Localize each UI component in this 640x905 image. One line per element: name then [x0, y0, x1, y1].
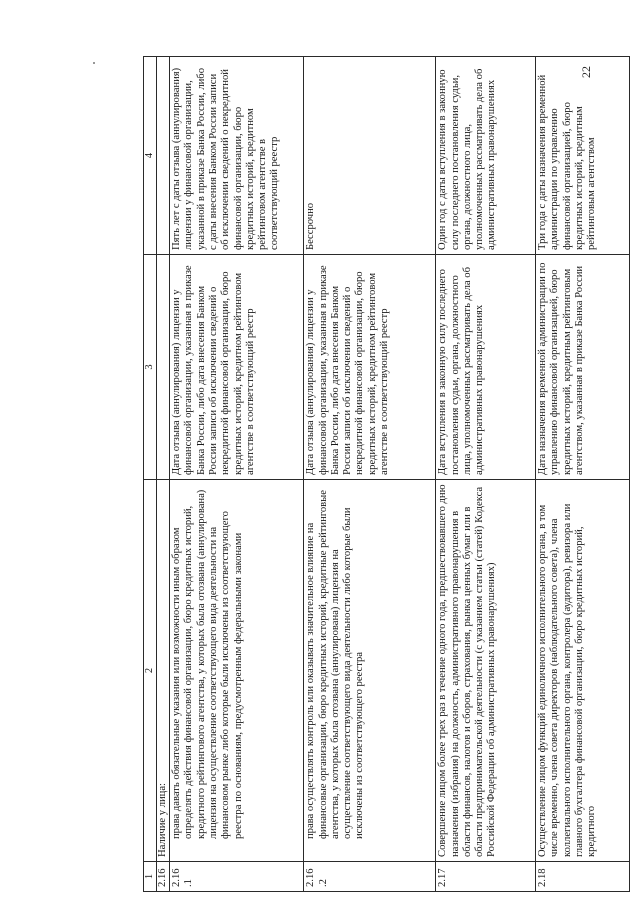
row-start-date: Дата отзыва (аннулирования) лицензии у финансовой организации, указанная в приказе Банка России, либо дата внесения Банком России записи об исключении сведений о некредитной финансовой организации, бюро кредитных историй, кредитном рейтинговом агентстве в соответствующий реестр — [170, 255, 304, 480]
scan-speck — [93, 62, 95, 64]
row-start-date — [157, 255, 170, 480]
row-period: Пять лет с даты отзыва (аннулирования) лицензии у финансовой организации, указанной в приказе Банка России, либо с даты внесения Банком России записи об исключении сведений о некредитной финансовой организации, бюро кредитных историй, кредитном рейтинговом агентстве в соответствующий реестр — [170, 57, 304, 255]
table-row — [536, 57, 630, 892]
table-row — [157, 57, 170, 892]
row-condition: Совершение лицом более трех раз в течение одного года, предшествовавшего дню назначения (избрания) на должность, административного правонарушения в области финансов, налогов и сборов, страхования, рынка ценных бумаг или в области предпринимательской деятельности (с указанием статьи (статей) Кодекса Российской Федерации об административных правонарушениях) — [436, 480, 536, 862]
row-condition — [304, 480, 436, 862]
row-period — [157, 57, 170, 255]
row-period: Бессрочно — [304, 57, 436, 255]
row-start-date: Дата вступления в законную силу последнего постановления судьи, органа, должностного лица, уполномоченных рассматривать дела об административных правонарушениях — [436, 255, 536, 480]
row-period: Один год с даты вступления в законную силу последнего постановления судьи, органа, должностного лица, уполномоченных рассматривать дела об административных правонарушениях — [436, 57, 536, 255]
row-condition: Наличие у лица: — [157, 480, 170, 862]
table-row — [436, 57, 536, 892]
row-start-date: Дата отзыва (аннулирования) лицензии у финансовой организации, указанная в приказе Банка России, либо дата внесения Банком России записи об исключении сведений о некредитной финансовой организации, бюро кредитных историй, кредитном рейтинговом агентстве в соответствующий реестр — [304, 255, 436, 480]
column-number-1: 1 — [144, 862, 157, 892]
row-condition-text: права осуществлять контроль или оказывать значительное влияние на финансовые организации, бюро кредитных историй, кредитные рейтинговые агентства, у которых была отозвана (аннулирована) лицензия на осуществление соответствующего вида деятельности либо которые были исключены из соответствующего реестра — [305, 490, 366, 839]
table-row — [170, 57, 304, 892]
row-condition — [170, 480, 304, 862]
table-header-row — [144, 57, 157, 892]
row-number: 2.18 — [536, 862, 630, 892]
row-period: Три года с даты назначения временной администрации по управлению финансовой организацией, бюро кредитных историй, кредитным рейтинговым агентством — [536, 57, 630, 255]
row-number: 2.17 — [436, 862, 536, 892]
requirements-table — [143, 56, 630, 892]
row-number: 2.16.1 — [170, 862, 304, 892]
rotated-page-content — [143, 57, 630, 892]
column-number-4: 4 — [144, 57, 157, 255]
row-condition-text: права давать обязательные указания или возможности иным образом определять действия финансовой организации, бюро кредитных историй, кредитного рейтингового агентства, у которых была отозвана (аннулирована) лицензия на осуществление соответствующего вида деятельности на финансовом рынке либо которые были исключены из соответствующего реестра по основаниям, предусмотренным федеральными законами — [171, 489, 244, 839]
row-condition: Осуществление лицом функций единоличного исполнительного органа, в том числе временно, члена совета директоров (наблюдательного совета), члена коллегиального исполнительного органа, контролера (аудитора), ревизора или главного бухгалтера финансовой организации, бюро кредитных историй, кредитного — [536, 480, 630, 862]
column-number-3: 3 — [144, 255, 157, 480]
row-start-date: Дата назначения временной администрации по управлению финансовой организацией, бюро кредитных историй, кредитным рейтинговым агентством, указанная в приказе Банка России — [536, 255, 630, 480]
row-number: 2.16.2 — [304, 862, 436, 892]
column-number-2: 2 — [144, 480, 157, 862]
table-row — [304, 57, 436, 892]
page-number: 22 — [579, 66, 593, 78]
row-number: 2.16 — [157, 862, 170, 892]
